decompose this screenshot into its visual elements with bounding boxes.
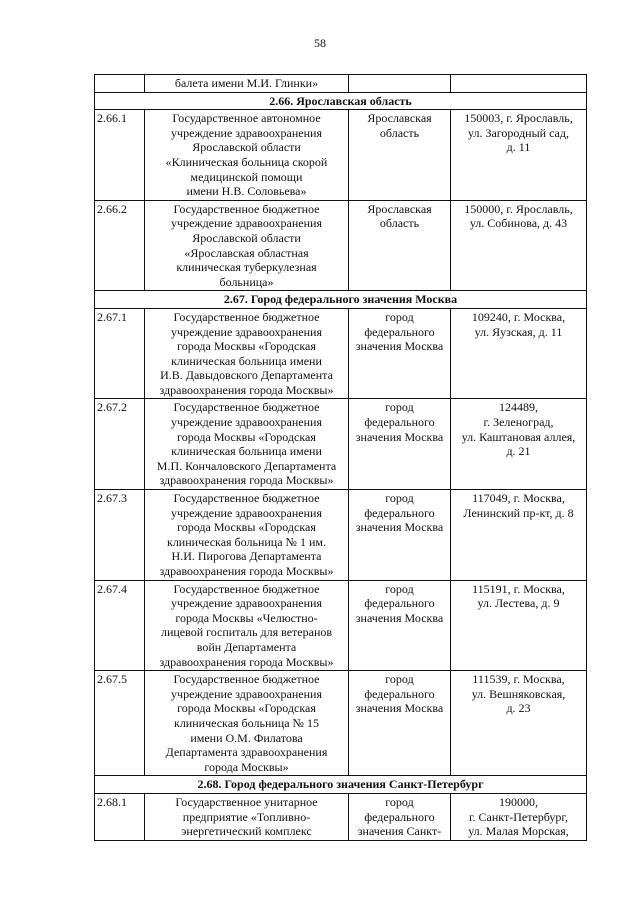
- address-cell-line: 111539, г. Москва,: [472, 672, 565, 687]
- institution-name-cell-line: Государственное бюджетное: [173, 491, 320, 506]
- address-cell-line: 115191, г. Москва,: [472, 581, 565, 596]
- region-cell-line: Ярославская: [367, 201, 432, 216]
- institution-name-cell-line: медицинской помощи: [190, 169, 303, 184]
- address-cell: [451, 671, 587, 776]
- address-cell: [451, 200, 587, 291]
- table-row: [95, 110, 587, 201]
- address-cell-line: 150000, г. Ярославль,: [464, 201, 573, 216]
- row-number-cell: 2.66.2: [95, 200, 145, 291]
- institution-name-cell-line: Государственное бюджетное: [173, 201, 320, 216]
- address-cell-line: 150003, г. Ярославль,: [464, 111, 573, 126]
- region-cell-line: область: [379, 216, 420, 231]
- institution-name-cell: [145, 793, 349, 840]
- address-cell: [451, 580, 587, 671]
- region-cell-line: область: [379, 125, 420, 140]
- address-cell-line: д. 23: [506, 701, 531, 716]
- institution-name-cell-line: Государственное бюджетное: [173, 581, 320, 596]
- institution-name-cell-line: учреждение здравоохранения: [171, 505, 322, 520]
- table-row: [95, 490, 587, 581]
- registry-table: [94, 74, 587, 841]
- institution-name-cell-line: войн Департамента: [196, 639, 297, 654]
- institution-name-cell-line: предприятие «Топливно-: [182, 809, 311, 824]
- section-heading-row: [95, 92, 587, 110]
- institution-name-cell: [145, 399, 349, 490]
- institution-name-cell-line: Государственное бюджетное: [173, 309, 320, 324]
- section-heading-row: [95, 776, 587, 794]
- address-cell-line: 109240, г. Москва,: [471, 309, 566, 324]
- region-cell: [349, 399, 451, 490]
- region-cell: [349, 200, 451, 291]
- institution-name-cell-line: Ярославской области: [192, 230, 301, 245]
- address-cell-line: г. Зеленоград,: [483, 415, 554, 430]
- institution-name-cell-line: Н.И. Пирогова Департамента: [171, 549, 322, 564]
- page-number: 58: [314, 36, 326, 50]
- region-cell-line: город: [385, 309, 414, 324]
- address-cell-line: 124489,: [499, 400, 538, 415]
- institution-name-cell-line: клиническая больница имени: [171, 444, 322, 459]
- institution-name-cell: [145, 490, 349, 581]
- region-cell-line: федерального: [364, 505, 435, 520]
- institution-name-cell-line: имени Н.В. Соловьева»: [186, 184, 307, 199]
- region-cell: [349, 110, 451, 201]
- table-row: [95, 399, 587, 490]
- institution-name-cell-line: клиническая больница имени: [171, 353, 322, 368]
- region-cell-line: значения Москва: [355, 701, 444, 716]
- region-cell-line: город: [385, 400, 414, 415]
- institution-name-cell-line: учреждение здравоохранения: [171, 596, 322, 611]
- institution-name-cell-line: города Москвы «Челюстно-: [175, 610, 318, 625]
- address-cell-line: 190000,: [499, 794, 538, 809]
- institution-name-cell-line: города Москвы «Городская: [177, 701, 316, 716]
- institution-name-cell-line: имени О.М. Филатова: [190, 730, 303, 745]
- institution-name-cell-line: здравоохранения города Москвы»: [159, 382, 334, 397]
- institution-name-cell-line: учреждение здравоохранения: [171, 415, 322, 430]
- institution-name-cell-line: И.В. Давыдовского Департамента: [160, 368, 333, 383]
- section-heading: 2.66. Ярославская область: [95, 92, 587, 110]
- address-cell: [451, 490, 587, 581]
- row-number-cell: 2.66.1: [95, 110, 145, 201]
- address-cell-line: ул. Лестева, д. 9: [477, 596, 560, 611]
- institution-name-cell-line: «Клиническая больница скорой: [165, 154, 328, 169]
- address-cell: [451, 110, 587, 201]
- region-cell-line: город: [385, 672, 414, 687]
- region-cell-line: значения Москва: [355, 610, 444, 625]
- institution-name-cell-line: Государственное унитарное: [175, 794, 318, 809]
- institution-name-cell-line: клиническая больница № 1 им.: [166, 534, 327, 549]
- address-cell: [451, 75, 587, 93]
- row-number-cell: 2.67.5: [95, 671, 145, 776]
- institution-name-cell-line: М.П. Кончаловского Департамента: [156, 458, 337, 473]
- row-number-cell: 2.67.2: [95, 399, 145, 490]
- institution-name-cell-line: города Москвы»: [204, 759, 289, 774]
- institution-name-cell: [145, 110, 349, 201]
- table-row: [95, 308, 587, 399]
- table-row: [95, 200, 587, 291]
- address-cell-line: д. 21: [506, 444, 531, 459]
- institution-name-cell: [145, 200, 349, 291]
- region-cell: [349, 490, 451, 581]
- institution-name-cell-line: Департамента здравоохранения: [165, 745, 328, 760]
- institution-name-cell-line: учреждение здравоохранения: [171, 324, 322, 339]
- institution-name-cell-line: клиническая больница № 15: [173, 715, 319, 730]
- institution-name-cell-line: города Москвы «Городская: [177, 520, 316, 535]
- table-row-continuation: [95, 75, 587, 93]
- region-cell-line: город: [385, 794, 414, 809]
- table-row: [95, 671, 587, 776]
- address-cell: [451, 308, 587, 399]
- region-cell-line: значения Москва: [355, 429, 444, 444]
- table-row: [95, 793, 587, 840]
- address-cell-line: 117049, г. Москва,: [472, 491, 565, 506]
- institution-name-cell: [145, 308, 349, 399]
- address-cell-line: ул. Собинова, д. 43: [469, 216, 568, 231]
- address-cell: [451, 399, 587, 490]
- region-cell: [349, 580, 451, 671]
- institution-name-cell-line: клиническая туберкулезная: [176, 260, 317, 275]
- address-cell-line: ул. Яузская, д. 11: [474, 324, 563, 339]
- institution-name-cell-line: «Ярославская областная: [184, 245, 309, 260]
- row-number-cell: 2.68.1: [95, 793, 145, 840]
- region-cell-line: значения Москва: [355, 520, 444, 535]
- region-cell-line: федерального: [364, 415, 435, 430]
- region-cell-line: федерального: [364, 596, 435, 611]
- region-cell-line: Ярославская: [367, 111, 432, 126]
- row-number-cell: 2.67.4: [95, 580, 145, 671]
- institution-name-cell-line: учреждение здравоохранения: [171, 125, 322, 140]
- institution-name-cell-line: здравоохранения города Москвы»: [159, 654, 334, 669]
- address-cell-line: ул. Вешняковская,: [471, 686, 566, 701]
- address-cell-line: Ленинский пр-кт, д. 8: [463, 505, 574, 520]
- institution-name-cell-line: Государственное бюджетное: [173, 672, 320, 687]
- region-cell-line: федерального: [364, 809, 435, 824]
- institution-name-cell-line: Государственное бюджетное: [173, 400, 320, 415]
- table-row: [95, 580, 587, 671]
- row-number-cell: 2.67.3: [95, 490, 145, 581]
- region-cell-line: город: [385, 581, 414, 596]
- institution-name-cell-line: города Москвы «Городская: [177, 339, 316, 354]
- institution-name-cell: [145, 671, 349, 776]
- address-cell-line: ул. Каштановая аллея,: [461, 429, 576, 444]
- institution-name-cell-line: города Москвы «Городская: [177, 429, 316, 444]
- address-cell-line: ул. Загородный сад,: [468, 125, 569, 140]
- institution-name-cell-line: больница»: [219, 274, 274, 289]
- institution-name-cell-line: лицевой госпиталь для ветеранов: [160, 625, 333, 640]
- address-cell: [451, 793, 587, 840]
- institution-name-cell-line: учреждение здравоохранения: [171, 216, 322, 231]
- region-cell: [349, 671, 451, 776]
- row-number-cell: [95, 75, 145, 93]
- address-cell-line: д. 11: [506, 140, 531, 155]
- institution-name-cell: [145, 580, 349, 671]
- institution-name-cell-line: здравоохранения города Москвы»: [159, 473, 334, 488]
- address-cell-line: ул. Малая Морская,: [468, 824, 569, 839]
- row-number-cell: 2.67.1: [95, 308, 145, 399]
- section-heading-row: [95, 291, 587, 309]
- institution-name-cell-line: учреждение здравоохранения: [171, 686, 322, 701]
- section-heading: 2.68. Город федерального значения Санкт-Петербург: [95, 776, 587, 794]
- address-cell-line: г. Санкт-Петербург,: [468, 809, 568, 824]
- region-cell: [349, 75, 451, 93]
- region-cell-line: значения Санкт-: [357, 824, 442, 839]
- region-cell-line: федерального: [364, 686, 435, 701]
- institution-name-cell-line: здравоохранения города Москвы»: [159, 564, 334, 578]
- region-cell-line: федерального: [364, 324, 435, 339]
- institution-name-cell-line: балета имени М.И. Глинки»: [174, 76, 319, 90]
- region-cell-line: значения Москва: [355, 339, 444, 354]
- institution-name-cell: [145, 75, 349, 93]
- region-cell: [349, 308, 451, 399]
- region-cell-line: город: [385, 491, 414, 506]
- institution-name-cell-line: Государственное автономное: [172, 111, 321, 126]
- section-heading: 2.67. Город федерального значения Москва: [95, 291, 587, 309]
- region-cell: [349, 793, 451, 840]
- institution-name-cell-line: Ярославской области: [192, 140, 301, 155]
- institution-name-cell-line: энергетический комплекс: [181, 824, 312, 839]
